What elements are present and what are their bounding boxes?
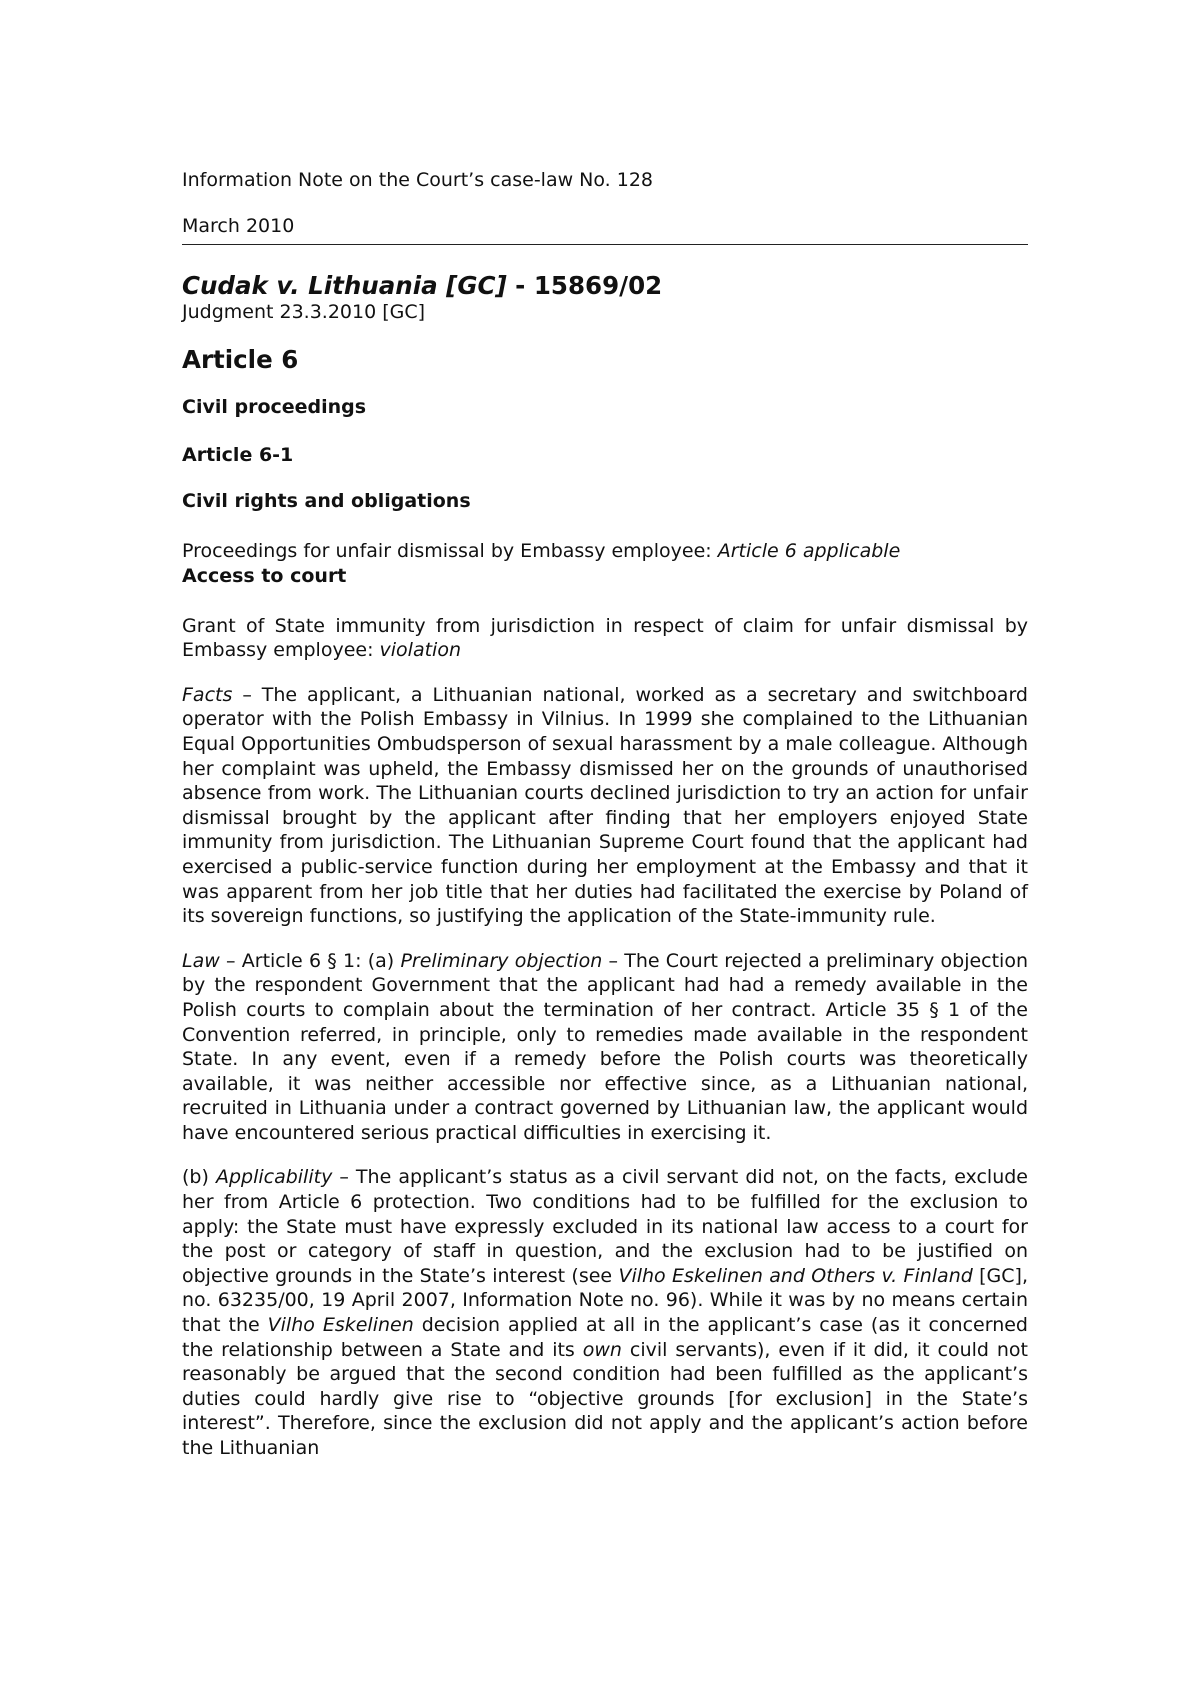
case-title [182,271,1028,301]
emphasis-own: own [582,1338,622,1361]
issue-date: March 2010 [182,215,295,237]
summary-applicability [182,539,1028,564]
civil-proceedings-heading: Civil proceedings [182,396,367,418]
applicability-paragraph [182,1165,1028,1460]
article-heading: Article 6 [182,345,299,374]
article-6-1-heading: Article 6-1 [182,444,294,466]
applicability-text-2: [GC], no. 63235/00, 19 April 2007, Information Note no. 96). While it was by no means certain that the [182,1264,1028,1337]
judgment-date: Judgment 23.3.2010 [GC] [182,301,426,323]
application-number: - 15869/02 [506,271,663,300]
summary-violation-text: Grant of State immunity from jurisdiction in respect of claim for unfair dismissal by Embassy employee: [182,614,1028,662]
summary-violation [182,614,1028,663]
facts-text: – The applicant, a Lithuanian national, worked as a secretary and switchboard operator with the Polish Embassy in Vilnius. In 1999 she complained to the Lithuanian Equal Opportunities Ombudsperson of sexual harassment by a male colleague. Although her complaint was upheld, the Embassy dismissed her on the grounds of unauthorised absence from work. The Lithuanian courts declined jurisdiction to try an action for unfair dismissal brought by the applicant after finding that her employers enjoyed State immunity from jurisdiction. The Lithuanian Supreme Court found that the applicant had exercised a public-service function during her employment at the Embassy and that it was apparent from her job title that her duties had facilitated the exercise by Poland of its sovereign functions, so justifying the application of the State-immunity rule. [182,683,1028,928]
applicability-text-4: civil servants), even if it did, it could not reasonably be argued that the second condition had been fulfilled as the applicant’s duties could hardly give rise to “objective grounds [for exclusion] in the State’s interest”. Therefore, since the exclusion did not apply and the applicant’s action before the Lithuanian [182,1338,1028,1459]
applicability-label: Applicability [215,1166,333,1189]
summary-violation-outcome: violation [379,639,461,662]
civil-rights-heading: Civil rights and obligations [182,490,471,512]
law-text-body: – The Court rejected a preliminary objection by the respondent Government that the applicant had had a remedy available in the Polish courts to complain about the termination of her contract. Article 35 § 1 of the Convention referred, in principle, only to remedies made available in the respondent State. In any event, even if a remedy before the Polish courts was theoretically available, it was neither accessible nor effective since, as a Lithuanian national, recruited in Lithuania under a contract governed by Lithuanian law, the applicant would have encountered serious practical difficulties in exercising it. [182,949,1029,1144]
preliminary-objection-label: Preliminary objection [400,949,603,972]
law-label: Law [182,949,220,972]
document-page [182,168,1028,1461]
summary-applicability-outcome: Article 6 applicable [717,540,901,562]
case-reference: Vilho Eskelinen and Others v. Finland [618,1264,973,1287]
case-name: Cudak v. Lithuania [GC] [182,271,507,300]
header-divider [182,244,1028,245]
applicability-text-1: – The applicant’s status as a civil servant did not, on the facts, exclude her from Article 6 protection. Two conditions had to be fulfilled for the exclusion to apply: the State must have expressly excluded in its national law access to a court for the post or category of staff in question, and the exclusion had to be justified on objective grounds in the State’s interest (see [182,1166,1028,1287]
facts-paragraph [182,683,1028,929]
info-note-title: Information Note on the Court’s case-law No. 128 [182,169,654,191]
facts-label: Facts [182,683,233,706]
access-to-court-heading: Access to court [182,564,347,587]
summary-applicability-text: Proceedings for unfair dismissal by Embassy employee: [182,540,718,562]
case-reference-short: Vilho Eskelinen [267,1314,414,1337]
law-paragraph [182,949,1028,1146]
applicability-prefix: (b) [182,1166,216,1189]
applicability-text-3: decision applied at all in the applicant’s case (as it concerned the relationship between a State and its [182,1314,1028,1361]
law-text-intro: – Article 6 § 1: (a) [219,949,401,972]
